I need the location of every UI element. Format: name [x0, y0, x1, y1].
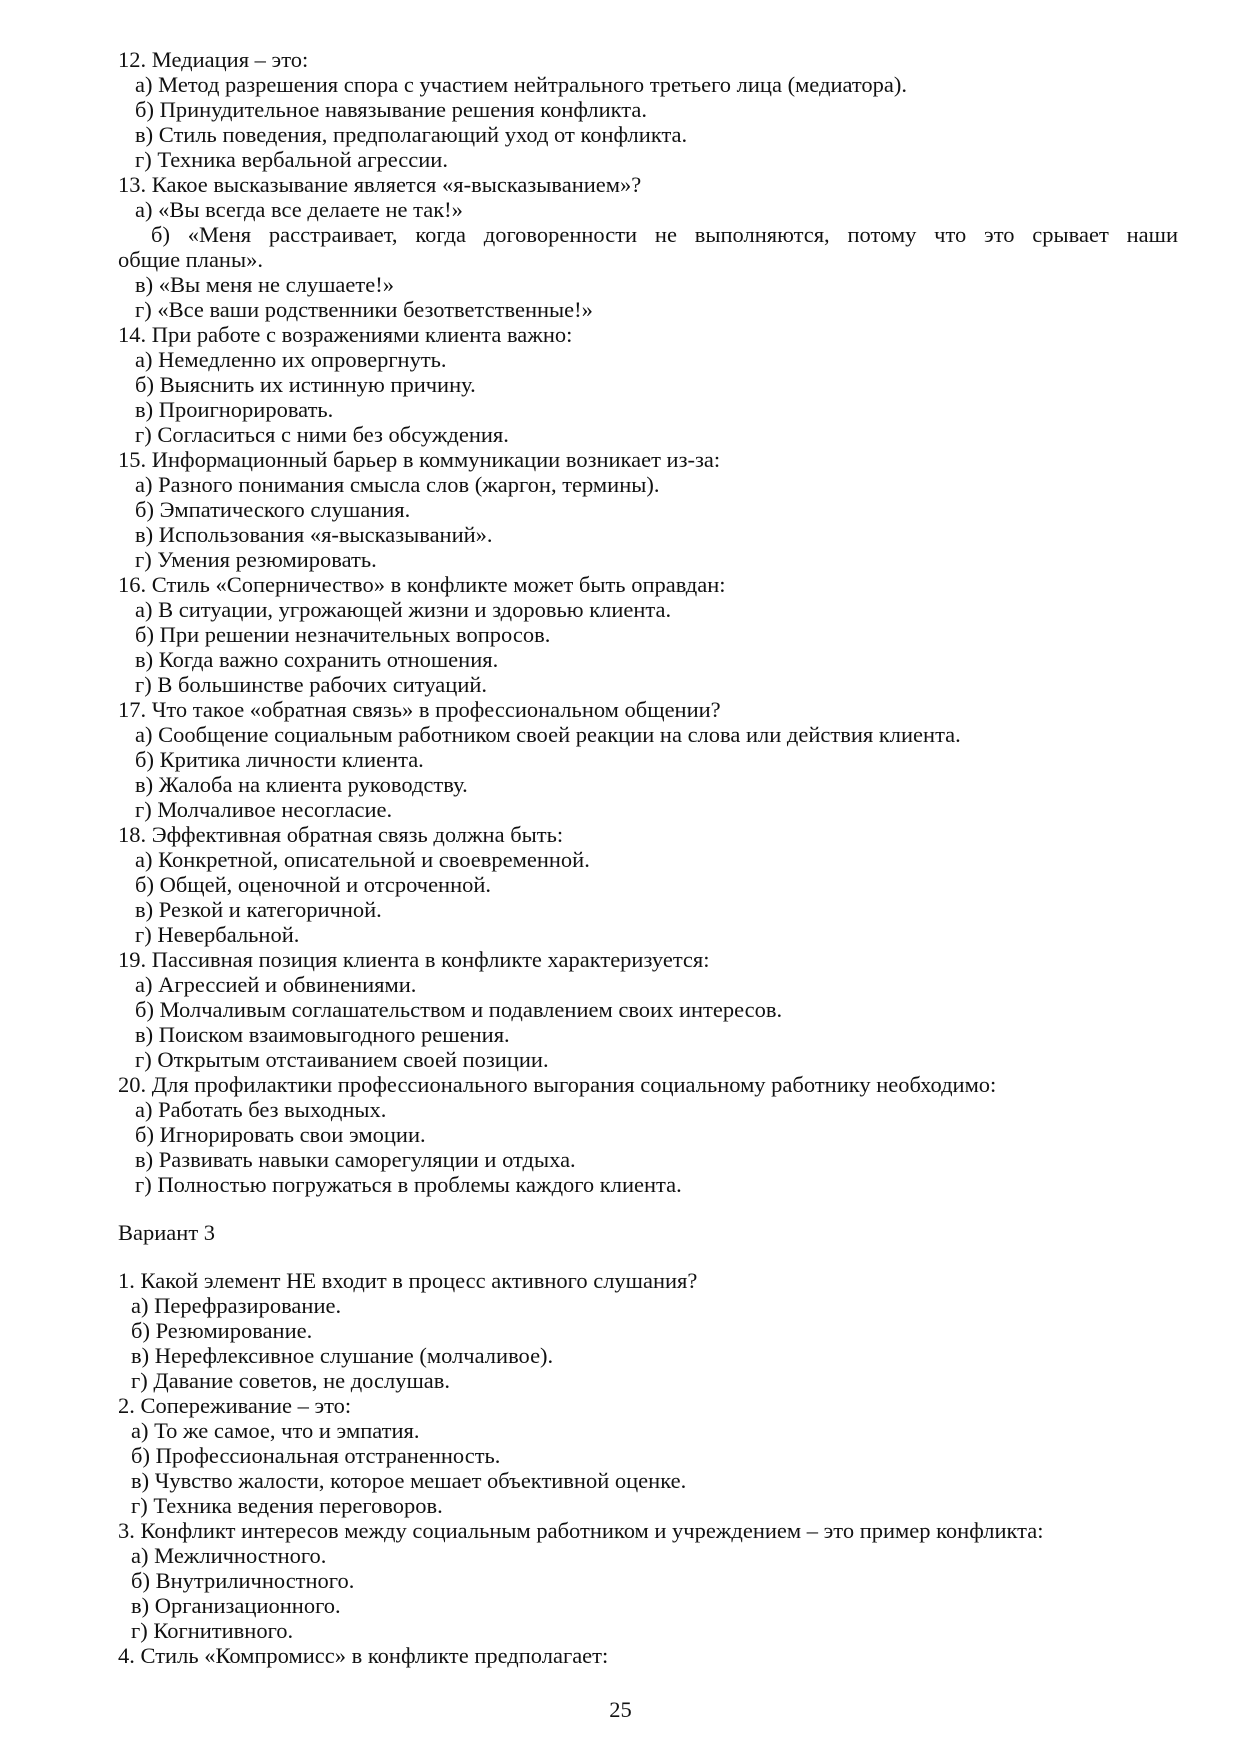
question-13: 13. Какое высказывание является «я-высказыванием»? — [118, 172, 642, 197]
answer-option: г) Когнитивного. — [131, 1618, 294, 1643]
question-19: 19. Пассивная позиция клиента в конфликте характеризуется: — [118, 947, 710, 972]
question-1: 1. Какой элемент НЕ входит в процесс активного слушания? — [118, 1268, 698, 1293]
answer-option: а) То же самое, что и эмпатия. — [131, 1418, 420, 1443]
answer-option: б) Принудительное навязывание решения конфликта. — [135, 97, 647, 122]
answer-option: б) Молчаливым соглашательством и подавлением своих интересов. — [135, 997, 783, 1022]
page-content — [118, 47, 1178, 1668]
answer-option: б) Общей, оценочной и отсроченной. — [135, 872, 492, 897]
spacer — [118, 1197, 1178, 1220]
answer-option: б) Внутриличностного. — [131, 1568, 355, 1593]
answer-option: в) Резкой и категоричной. — [135, 897, 382, 922]
answer-option: в) Развивать навыки саморегуляции и отдыха. — [135, 1147, 576, 1172]
answer-option: б) Резюмирование. — [131, 1318, 313, 1343]
answer-option: г) Техника ведения переговоров. — [131, 1493, 443, 1518]
answer-option: в) Чувство жалости, которое мешает объективной оценке. — [131, 1468, 687, 1493]
answer-option-continuation: общие планы». — [118, 247, 263, 272]
answer-option: а) Конкретной, описательной и своевременной. — [135, 847, 590, 872]
question-4: 4. Стиль «Компромисс» в конфликте предполагает: — [118, 1643, 609, 1668]
answer-option: г) Давание советов, не дослушав. — [131, 1368, 450, 1393]
answer-option-wrapped: б) «Меня расстраивает, когда договоренности не выполняются, потому что это срывает наши — [151, 222, 1178, 247]
answer-option: а) Межличностного. — [131, 1543, 327, 1568]
answer-option: в) Когда важно сохранить отношения. — [135, 647, 499, 672]
question-17: 17. Что такое «обратная связь» в профессиональном общении? — [118, 697, 721, 722]
question-14: 14. При работе с возражениями клиента важно: — [118, 322, 573, 347]
answer-option: г) Открытым отстаиванием своей позиции. — [135, 1047, 549, 1072]
answer-option: в) «Вы меня не слушаете!» — [135, 272, 394, 297]
answer-option: а) «Вы всегда все делаете не так!» — [135, 197, 463, 222]
answer-option: б) Критика личности клиента. — [135, 747, 424, 772]
answer-option: б) Игнорировать свои эмоции. — [135, 1122, 426, 1147]
answer-option: а) Немедленно их опровергнуть. — [135, 347, 447, 372]
answer-option: б) При решении незначительных вопросов. — [135, 622, 551, 647]
question-2: 2. Сопереживание – это: — [118, 1393, 352, 1418]
answer-option: а) В ситуации, угрожающей жизни и здоровью клиента. — [135, 597, 672, 622]
answer-option: г) «Все ваши родственники безответственные!» — [135, 297, 593, 322]
answer-option: а) Работать без выходных. — [135, 1097, 387, 1122]
answer-option: г) Невербальной. — [135, 922, 300, 947]
answer-option: в) Использования «я-высказываний». — [135, 522, 493, 547]
answer-option: в) Поиском взаимовыгодного решения. — [135, 1022, 510, 1047]
answer-option: в) Стиль поведения, предполагающий уход от конфликта. — [135, 122, 688, 147]
question-3: 3. Конфликт интересов между социальным работником и учреждением – это пример конфликта: — [118, 1518, 1044, 1543]
answer-option: а) Перефразирование. — [131, 1293, 342, 1318]
answer-option: в) Проигнорировать. — [135, 397, 334, 422]
spacer — [118, 1245, 1178, 1268]
answer-option: г) В большинстве рабочих ситуаций. — [135, 672, 488, 697]
answer-option: б) Профессиональная отстраненность. — [131, 1443, 501, 1468]
answer-option: г) Техника вербальной агрессии. — [135, 147, 448, 172]
page-number: 25 — [609, 1697, 632, 1722]
question-20: 20. Для профилактики профессионального выгорания социальному работнику необходимо: — [118, 1072, 997, 1097]
answer-option: г) Согласиться с ними без обсуждения. — [135, 422, 509, 447]
answer-option: в) Нерефлексивное слушание (молчаливое). — [131, 1343, 554, 1368]
question-16: 16. Стиль «Соперничество» в конфликте может быть оправдан: — [118, 572, 726, 597]
answer-option: г) Умения резюмировать. — [135, 547, 377, 572]
question-15: 15. Информационный барьер в коммуникации возникает из-за: — [118, 447, 721, 472]
answer-option: в) Жалоба на клиента руководству. — [135, 772, 468, 797]
answer-option: б) Эмпатического слушания. — [135, 497, 411, 522]
answer-option: а) Сообщение социальным работником своей реакции на слова или действия клиента. — [135, 722, 961, 747]
answer-option: а) Метод разрешения спора с участием нейтрального третьего лица (медиатора). — [135, 72, 908, 97]
answer-option: г) Полностью погружаться в проблемы каждого клиента. — [135, 1172, 682, 1197]
answer-option: а) Разного понимания смысла слов (жаргон, термины). — [135, 472, 660, 497]
answer-option: г) Молчаливое несогласие. — [135, 797, 393, 822]
answer-option: а) Агрессией и обвинениями. — [135, 972, 417, 997]
answer-option: в) Организационного. — [131, 1593, 341, 1618]
answer-option: б) Выяснить их истинную причину. — [135, 372, 476, 397]
variant-heading: Вариант 3 — [118, 1220, 216, 1245]
question-12: 12. Медиация – это: — [118, 47, 309, 72]
question-18: 18. Эффективная обратная связь должна быть: — [118, 822, 564, 847]
